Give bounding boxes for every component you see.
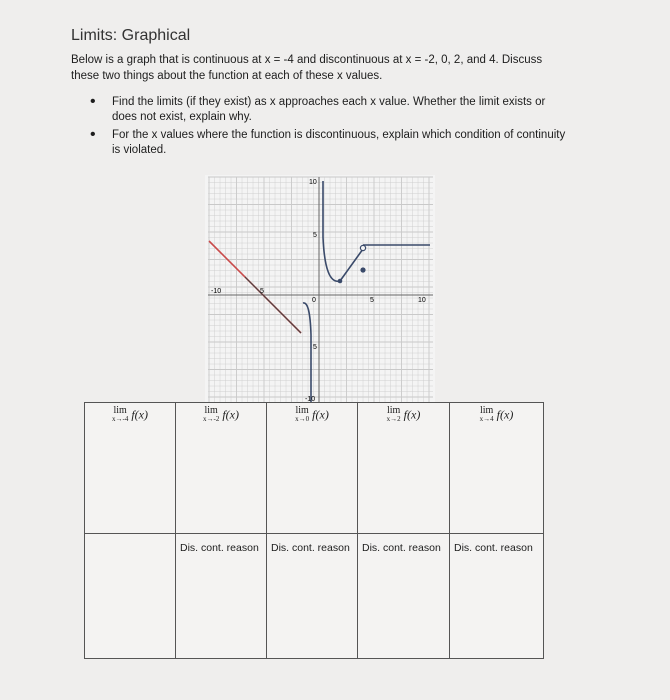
reason-header: Dis. cont. reason bbox=[362, 542, 441, 554]
tick-y-neg5: 5 bbox=[313, 344, 317, 351]
reason-header: Dis. cont. reason bbox=[271, 542, 350, 554]
reasons-row bbox=[85, 534, 544, 659]
open-point-x2 bbox=[360, 245, 365, 250]
limit-header: lim x→-2 f(x) bbox=[203, 405, 239, 423]
tick-x-neg5: 5 bbox=[260, 288, 264, 295]
page-title: Limits: Graphical bbox=[71, 27, 191, 44]
limit-header: lim x→2 f(x) bbox=[386, 405, 421, 423]
tick-y-10: 10 bbox=[309, 179, 317, 186]
reason-cell-empty[interactable] bbox=[85, 534, 176, 659]
reason-cell[interactable] bbox=[358, 534, 450, 659]
limits-row bbox=[85, 403, 544, 534]
reason-header: Dis. cont. reason bbox=[180, 542, 259, 554]
instruction-item: • Find the limits (if they exist) as x approaches each x value. Whether the limit exists or does not exist, explain why. bbox=[90, 95, 570, 125]
instruction-item: • For the x values where the function is discontinuous, explain which condition of continuity is violated. bbox=[90, 128, 570, 158]
tick-x-zero: 0 bbox=[312, 297, 316, 304]
reason-cell[interactable] bbox=[450, 534, 544, 659]
limit-header: lim x→4 f(x) bbox=[479, 405, 514, 423]
limit-cell[interactable] bbox=[176, 403, 267, 534]
tick-x-neg10: -10 bbox=[211, 288, 222, 295]
filled-point-x2 bbox=[360, 267, 365, 272]
reason-cell[interactable] bbox=[267, 534, 358, 659]
limit-header: lim x→-4 f(x) bbox=[112, 405, 148, 423]
answer-table bbox=[84, 402, 544, 659]
function-graph bbox=[205, 175, 435, 407]
limit-cell[interactable] bbox=[358, 403, 450, 534]
tick-x-5: 5 bbox=[370, 297, 374, 304]
limit-cell[interactable] bbox=[267, 403, 358, 534]
tick-y-5: 5 bbox=[313, 232, 317, 239]
limit-header: lim x→0 f(x) bbox=[295, 405, 329, 423]
tick-y-neg10: -10 bbox=[305, 396, 316, 403]
point-min bbox=[338, 279, 343, 284]
tick-x-10: 10 bbox=[418, 297, 426, 304]
limit-cell[interactable] bbox=[450, 403, 544, 534]
limit-cell[interactable] bbox=[85, 403, 176, 534]
reason-header: Dis. cont. reason bbox=[454, 542, 533, 554]
instruction-list bbox=[90, 95, 570, 161]
intro-text: Below is a graph that is continuous at x = -4 and discontinuous at x = -2, 0, 2, and 4. Discuss these two things about the function at each of these x values. bbox=[71, 54, 543, 82]
reason-cell[interactable] bbox=[176, 534, 267, 659]
